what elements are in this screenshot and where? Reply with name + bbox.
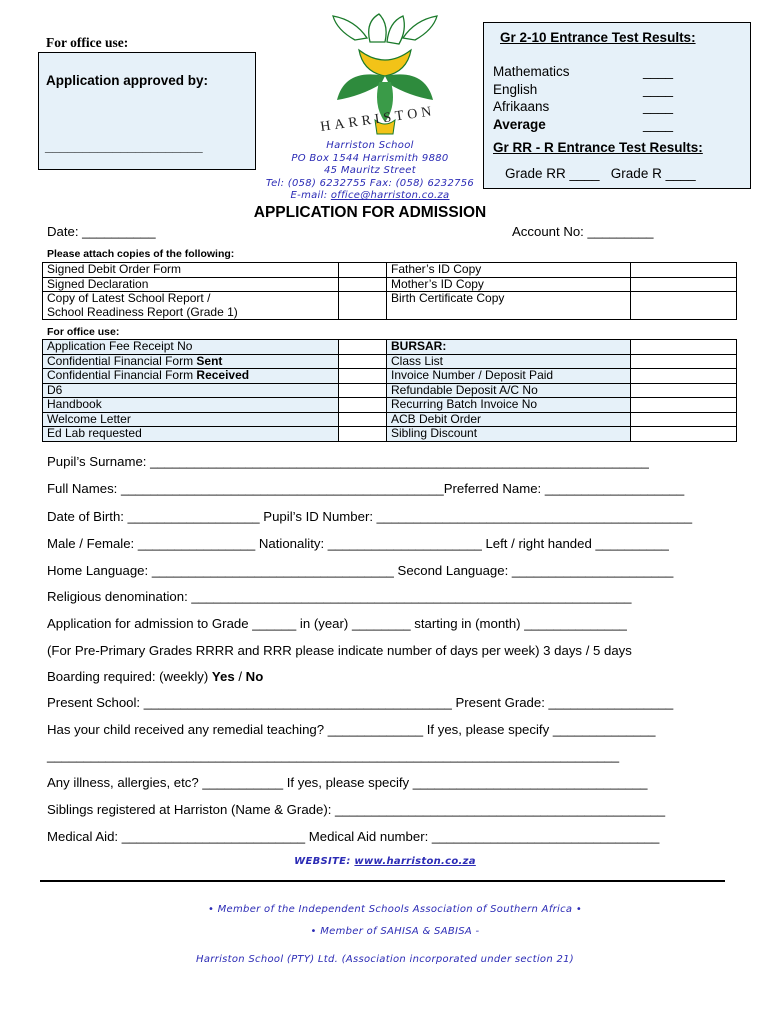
- checkbox-cell[interactable]: [339, 340, 387, 355]
- table-row: Copy of Latest School Report / Birth Certificate Copy: [43, 292, 737, 306]
- checkbox-cell[interactable]: [631, 263, 737, 278]
- checkbox-cell[interactable]: [631, 412, 737, 427]
- checkbox-cell[interactable]: [339, 354, 387, 369]
- checkbox-cell[interactable]: [631, 354, 737, 369]
- entrance-results-box: [483, 22, 751, 189]
- checkbox-cell[interactable]: [631, 427, 737, 442]
- account-no-field[interactable]: Account No: _________: [512, 224, 654, 239]
- religion-field[interactable]: Religious denomination: ____________________________________________________________: [47, 589, 632, 604]
- checkbox-cell[interactable]: [339, 427, 387, 442]
- school-name: Harriston School: [326, 140, 414, 151]
- website-link[interactable]: www.harriston.co.za: [354, 856, 476, 867]
- checkbox-cell[interactable]: [631, 340, 737, 355]
- remedial-specify-line[interactable]: ______________________________________________________________________________: [47, 748, 620, 763]
- checkbox-cell[interactable]: [339, 412, 387, 427]
- grade-application-field[interactable]: Application for admission to Grade ______ in (year) ________ starting in (month) ______________: [47, 616, 627, 631]
- medical-aid-field[interactable]: Medical Aid: _________________________ Medical Aid number: _______________________________: [47, 829, 660, 844]
- surname-field[interactable]: Pupil’s Surname: ____________________________________________________________________: [47, 454, 649, 469]
- school-address: [260, 140, 480, 203]
- checkbox-cell[interactable]: [631, 383, 737, 398]
- school-email-line: [260, 190, 480, 203]
- subject-row-average: Average ____: [493, 116, 673, 132]
- checkbox-cell[interactable]: [339, 292, 387, 320]
- school-phone: Tel: (058) 6232755 Fax: (058) 6232756: [265, 177, 475, 189]
- subject-row-afrikaans: Afrikaans ____: [493, 99, 673, 114]
- school-po-box: PO Box 1544 Harrismith 9880: [291, 152, 449, 164]
- checkbox-cell[interactable]: [339, 398, 387, 413]
- table-row: Confidential Financial Form Sent Class List: [43, 354, 737, 369]
- page-title: APPLICATION FOR ADMISSION: [253, 204, 487, 221]
- approval-label: Application approved by:: [46, 73, 209, 88]
- table-row: Application Fee Receipt No BURSAR:: [43, 340, 737, 355]
- pre-primary-days-field[interactable]: (For Pre-Primary Grades RRRR and RRR please indicate number of days per week) 3 days / 5 days: [47, 643, 632, 658]
- attach-table: [42, 262, 737, 320]
- language-field[interactable]: Home Language: _________________________________ Second Language: ______________________: [47, 563, 674, 578]
- footer-isasa: • Member of the Independent Schools Association of Southern Africa •: [207, 904, 583, 915]
- subject-row-english: English ____: [493, 81, 673, 97]
- attach-heading: Please attach copies of the following:: [47, 248, 235, 260]
- present-school-field[interactable]: Present School: __________________________________________ Present Grade: _________________: [47, 695, 674, 710]
- approval-box: [38, 52, 256, 170]
- boarding-yes[interactable]: Yes: [211, 669, 235, 684]
- office-use-table: [42, 339, 737, 442]
- checkbox-cell[interactable]: [631, 398, 737, 413]
- results-title: Gr 2-10 Entrance Test Results:: [500, 30, 696, 45]
- table-row: Handbook Recurring Batch Invoice No: [43, 398, 737, 413]
- checkbox-cell[interactable]: [339, 263, 387, 278]
- table-row: Signed Declaration Mother’s ID Copy: [43, 277, 737, 292]
- checkbox-cell[interactable]: [631, 277, 737, 292]
- logo-wordmark: HARRISTON: [319, 104, 437, 135]
- table-row: Welcome Letter ACB Debit Order: [43, 412, 737, 427]
- school-street: 45 Mauritz Street: [324, 165, 416, 177]
- remedial-teaching-field[interactable]: Has your child received any remedial teaching? _____________ If yes, please specify ______________: [47, 722, 656, 737]
- boarding-field[interactable]: Boarding required: (weekly) Yes / No: [47, 669, 264, 684]
- email-label: E-mail:: [290, 190, 331, 202]
- rr-results-title: Gr RR - R Entrance Test Results:: [493, 140, 703, 155]
- office-use-heading: For office use:: [46, 35, 129, 50]
- table-row: D6 Refundable Deposit A/C No: [43, 383, 737, 398]
- results-subjects: [493, 63, 673, 133]
- checkbox-cell[interactable]: [339, 277, 387, 292]
- footer-divider: [40, 880, 725, 882]
- table-row: School Readiness Report (Grade 1): [43, 306, 737, 320]
- subject-row-mathematics: Mathematics ____: [493, 64, 673, 79]
- checkbox-cell[interactable]: [631, 292, 737, 320]
- date-field[interactable]: Date: __________: [47, 224, 156, 239]
- checkbox-cell[interactable]: [631, 369, 737, 384]
- date-of-birth-field[interactable]: Date of Birth: __________________ Pupil’s ID Number: ___________________________________________: [47, 509, 693, 524]
- siblings-field[interactable]: Siblings registered at Harriston (Name & Grade): _____________________________________________: [47, 802, 666, 817]
- checkbox-cell[interactable]: [339, 383, 387, 398]
- checkbox-cell[interactable]: [339, 369, 387, 384]
- boarding-no[interactable]: No: [245, 669, 264, 684]
- website-line: WEBSITE: www.harriston.co.za: [294, 856, 476, 867]
- table-row: Confidential Financial Form Received Invoice Number / Deposit Paid: [43, 369, 737, 384]
- office-table-heading: For office use:: [47, 326, 120, 338]
- approval-signature-line[interactable]: _____________________: [45, 139, 203, 154]
- table-row: Signed Debit Order Form Father’s ID Copy: [43, 263, 737, 278]
- footer-legal: Harriston School (PTY) Ltd. (Association incorporated under section 21): [196, 954, 574, 965]
- table-row: Ed Lab requested Sibling Discount: [43, 427, 737, 442]
- email-link[interactable]: office@harriston.co.za: [330, 190, 450, 202]
- full-names-field[interactable]: Full Names: ____________________________________________Preferred Name: ___________________: [47, 481, 685, 496]
- gender-nationality-field[interactable]: Male / Female: ________________ Nationality: _____________________ Left / right handed __________: [47, 536, 669, 551]
- illness-field[interactable]: Any illness, allergies, etc? ___________ If yes, please specify ________________________________: [47, 775, 648, 790]
- rr-results-line[interactable]: Grade RR ____ Grade R ____: [505, 166, 696, 181]
- footer-sahisa: • Member of SAHISA & SABISA -: [310, 926, 480, 937]
